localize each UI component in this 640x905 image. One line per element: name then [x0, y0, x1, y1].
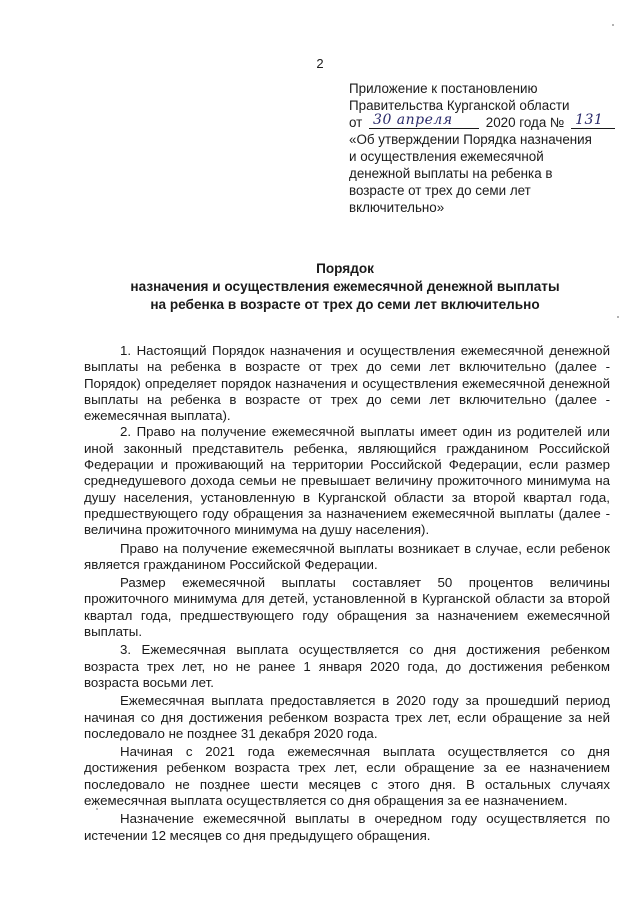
paragraph-6: Ежемесячная выплата предоставляется в 2020 году за прошедший период начиная со дня достижения ребенком возраста трех лет, если обращение за ней последовало не позднее 31 декабря 2020 года. [84, 693, 610, 741]
scan-speck [96, 808, 98, 810]
document-title [60, 260, 630, 314]
paragraph-4: Размер ежемесячной выплаты составляет 50 процентов величины прожиточного минимума для детей, установленной в Курганской области за второй квартал года, предшествующего году обращения за назначением ежемесячной выплаты. [84, 575, 610, 640]
paragraph-3: Право на получение ежемесячной выплаты возникает в случае, если ребенок является гражданином Российской Федерации. [84, 540, 610, 572]
appendix-line-6: денежной выплаты на ребенка в [349, 166, 553, 181]
paragraph-7: Начиная с 2021 года ежемесячная выплата осуществляется со дня достижения ребенком возраста трех лет, если обращение за ее назначением последовало не позднее шести месяцев с этого дня. В остальных случаях ежемесячная выплата осуществляется со дня обращения за ее назначением. [84, 744, 610, 809]
date-fill-field [369, 114, 479, 129]
title-line-3: на ребенка в возрасте от трех до семи лет включительно [150, 297, 540, 312]
appendix-header [349, 80, 619, 216]
appendix-line-5: и осуществления ежемесячной [349, 149, 544, 164]
year-text: 2020 года № [485, 115, 565, 130]
paragraph-2: 2. Право на получение ежемесячной выплаты имеет один из родителей или иной законный представитель ребенка, являющийся гражданином Российской Федерации и проживающий на территории Российской Федерации, если размер среднедушевого дохода семьи не превышает величину прожиточного минимума на душу населения, установленную в Курганской области за второй квартал года, предшествующего году обращения за назначением ежемесячной выплаты (далее - величина прожиточного минимума на душу населения). [84, 424, 610, 538]
appendix-line-1: Приложение к постановлению [349, 81, 538, 96]
appendix-line-4: «Об утверждении Порядка назначения [349, 132, 592, 147]
paragraph-8: Назначение ежемесячной выплаты в очередном году осуществляется по истечении 12 месяцев со дня предыдущего обращения. [84, 811, 610, 843]
appendix-line-2: Правительства Курганской области [349, 98, 570, 113]
title-line-1: Порядок [316, 261, 374, 276]
document-body [84, 343, 610, 844]
number-fill-field [571, 114, 615, 129]
handwritten-date: 30 апреля [373, 112, 453, 128]
appendix-line-8: включительно» [349, 200, 445, 215]
paragraph-5: 3. Ежемесячная выплата осуществляется со дня достижения ребенком возраста трех лет, но не ранее 1 января 2020 года, до достижения ребенком возраста восьми лет. [84, 642, 610, 690]
scan-speck [612, 24, 614, 26]
paragraph-1: 1. Настоящий Порядок назначения и осуществления ежемесячной денежной выплаты на ребенка в возрасте от трех до семи лет включительно (далее - Порядок) определяет порядок назначения и осуществления ежемесячной денежной выплаты на ребенка в возрасте от трех до семи лет включительно (далее - ежемесячная выплата). [84, 343, 610, 424]
scan-speck [617, 316, 619, 318]
date-prefix: от [349, 115, 363, 130]
page-number: 2 [316, 56, 324, 71]
handwritten-number: 131 [575, 112, 604, 128]
title-line-2: назначения и осуществления ежемесячной денежной выплаты [130, 279, 560, 294]
appendix-date-line [349, 114, 619, 131]
appendix-line-7: возрасте от трех до семи лет [349, 183, 531, 198]
